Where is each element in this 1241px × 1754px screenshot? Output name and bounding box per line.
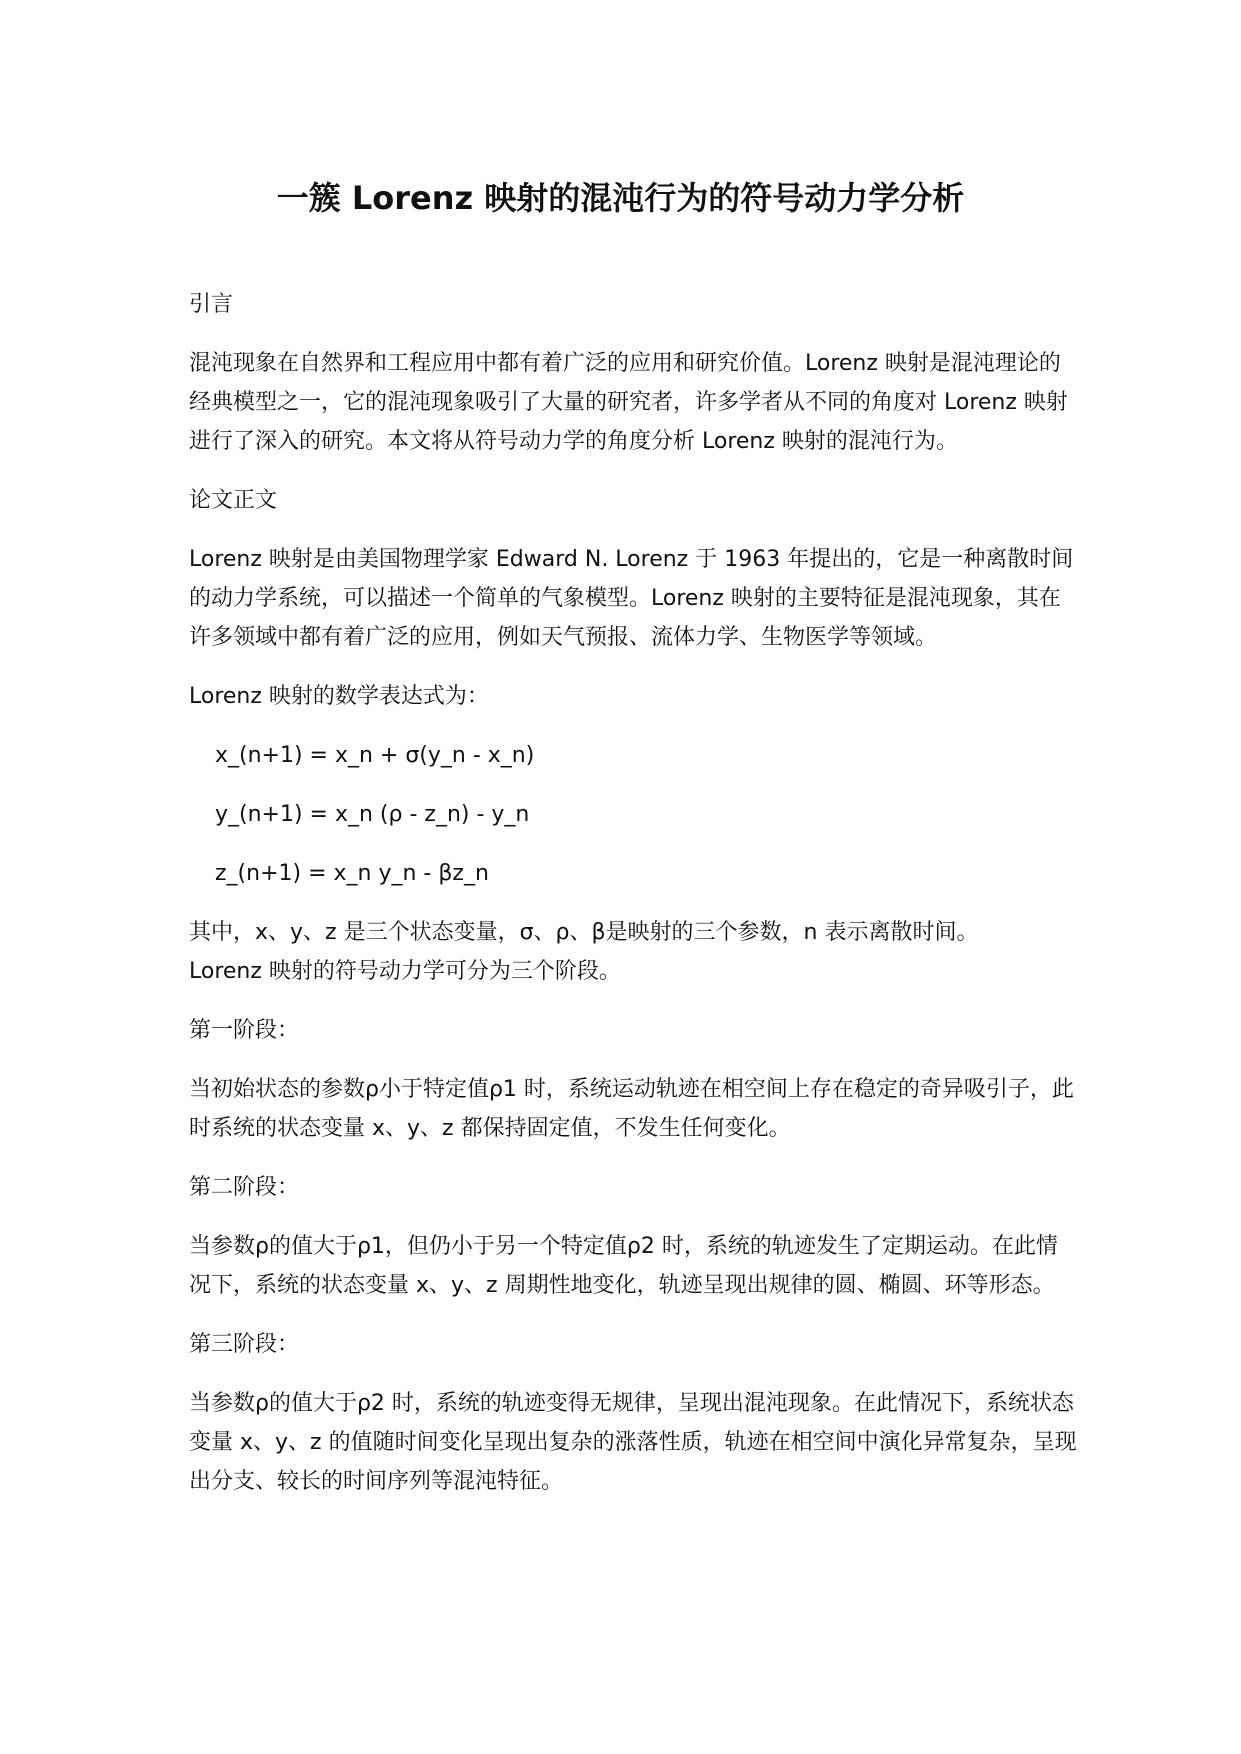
formula-y: y_(n+1) = x_n (ρ - z_n) - y_n bbox=[215, 802, 530, 827]
intro-heading: 引言 bbox=[189, 292, 234, 317]
formula-z: z_(n+1) = x_n y_n - βz_n bbox=[215, 861, 489, 886]
variables-line-1: 其中，x、y、z 是三个状态变量，σ、ρ、β是映射的三个参数，n 表示离散时间。 bbox=[189, 920, 979, 945]
variables-description bbox=[189, 913, 1079, 991]
stage-1-paragraph: 当初始状态的参数ρ小于特定值ρ1 时，系统运动轨迹在相空间上存在稳定的奇异吸引子，此时系统的状态变量 x、y、z 都保持固定值，不发生任何变化。 bbox=[189, 1077, 1074, 1141]
intro-paragraph: 混沌现象在自然界和工程应用中都有着广泛的应用和研究价值。Lorenz 映射是混沌理论的经典模型之一，它的混沌现象吸引了大量的研究者，许多学者从不同的角度对 Lorenz 映射进行了深入的研究。本文将从符号动力学的角度分析 Lorenz 映射的混沌行为。 bbox=[189, 351, 1068, 454]
body-paragraph-1: Lorenz 映射是由美国物理学家 Edward N. Lorenz 于 1963 年提出的，它是一种离散时间的动力学系统，可以描述一个简单的气象模型。Lorenz 映射的主要特征是混沌现象，其在许多领域中都有着广泛的应用，例如天气预报、流体力学、生物医学等领域。 bbox=[189, 547, 1074, 650]
stage-2-heading: 第二阶段： bbox=[189, 1175, 300, 1200]
document-title: 一簇 Lorenz 映射的混沌行为的符号动力学分析 bbox=[276, 179, 965, 217]
stage-3-paragraph: 当参数ρ的值大于ρ2 时，系统的轨迹变得无规律，呈现出混沌现象。在此情况下，系统状态变量 x、y、z 的值随时间变化呈现出复杂的涨落性质，轨迹在相空间中演化异常复杂，呈现出分支、较长的时间序列等混沌特征。 bbox=[189, 1391, 1077, 1494]
formula-x: x_(n+1) = x_n + σ(y_n - x_n) bbox=[215, 743, 535, 768]
body-heading: 论文正文 bbox=[189, 488, 278, 513]
stage-2-paragraph: 当参数ρ的值大于ρ1，但仍小于另一个特定值ρ2 时，系统的轨迹发生了定期运动。在此情况下，系统的状态变量 x、y、z 周期性地变化，轨迹呈现出规律的圆、椭圆、环等形态。 bbox=[189, 1234, 1058, 1298]
stage-1-heading: 第一阶段： bbox=[189, 1018, 300, 1043]
document-body bbox=[189, 285, 1079, 1521]
variables-line-2: Lorenz 映射的符号动力学可分为三个阶段。 bbox=[189, 959, 621, 984]
stage-3-heading: 第三阶段： bbox=[189, 1332, 300, 1357]
expression-intro: Lorenz 映射的数学表达式为： bbox=[189, 684, 489, 709]
